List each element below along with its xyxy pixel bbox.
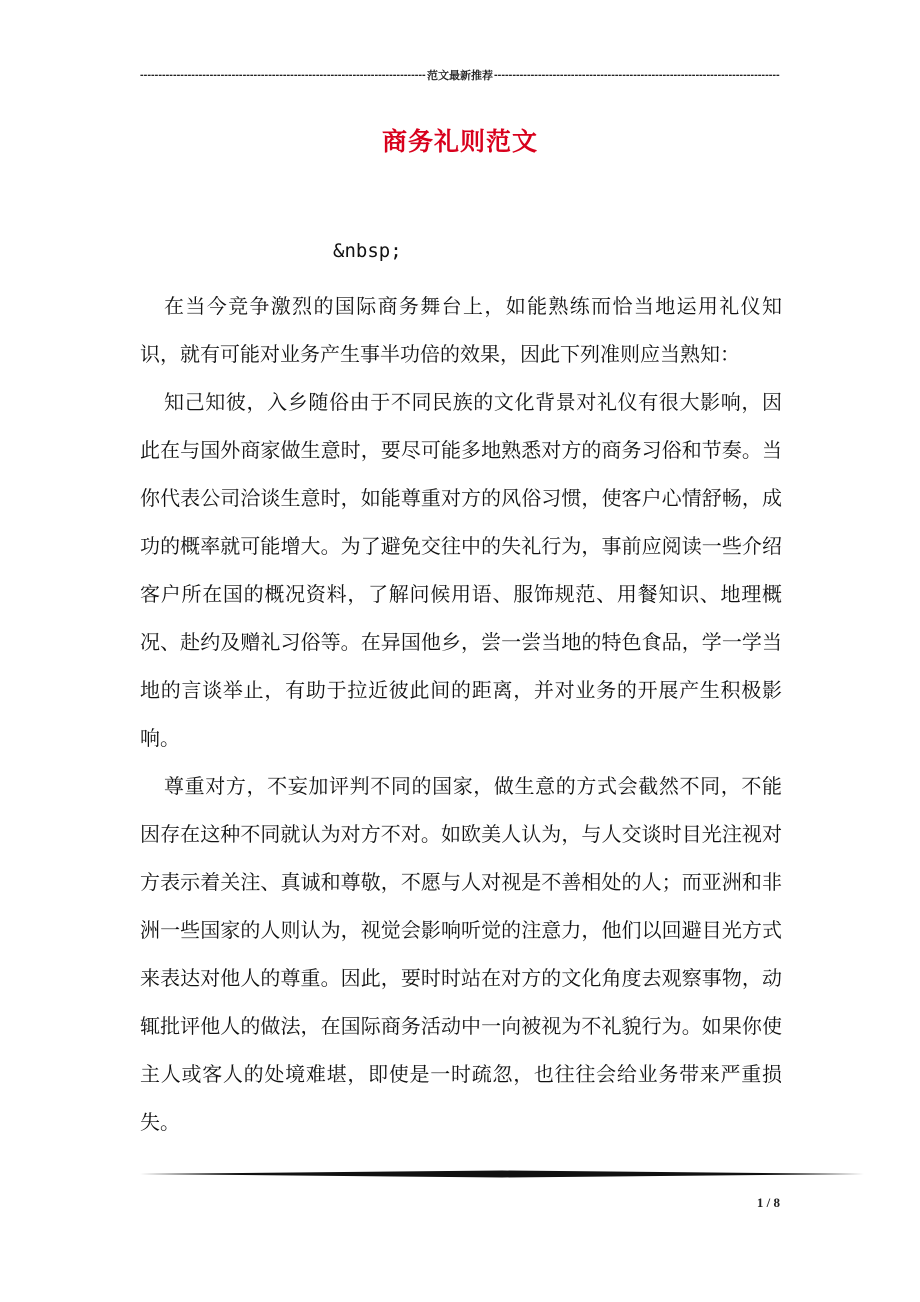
page-number: 1 / 8 xyxy=(756,1195,780,1210)
footer-rule xyxy=(140,1170,864,1178)
document-title: 商务礼则范文 xyxy=(381,127,538,156)
header-label: 范文最新推荐 xyxy=(427,70,493,82)
document-body xyxy=(140,282,782,1146)
header-dash-right xyxy=(494,69,780,81)
paragraph: 知己知彼，入乡随俗由于不同民族的文化背景对礼仪有很大影响，因此在与国外商家做生意时，要尽可能多地熟悉对方的商务习俗和节奏。当你代表公司洽谈生意时，如能尊重对方的风俗习惯，使客户心情舒畅，成功的概率就可能增大。为了避免交往中的失礼行为，事前应阅读一些介绍客户所在国的概况资料，了解问候用语、服饰规范、用餐知识、地理概况、赴约及赠礼习俗等。在异国他乡，尝一尝当地的特色食品，学一学当地的言谈举止，有助于拉近彼此间的距离，并对业务的开展产生积极影响。 xyxy=(140,390,782,750)
header-dash-left xyxy=(140,69,426,81)
header-line xyxy=(140,67,780,83)
paragraph: 在当今竞争激烈的国际商务舞台上，如能熟练而恰当地运用礼仪知识，就有可能对业务产生事半功倍的效果，因此下列准则应当熟知： xyxy=(140,294,782,366)
paragraph: 尊重对方，不妄加评判不同的国家，做生意的方式会截然不同，不能因存在这种不同就认为对方不对。如欧美人认为，与人交谈时目光注视对方表示着关注、真诚和尊敬，不愿与人对视是不善相处的人；而亚洲和非洲一些国家的人则认为，视觉会影响听觉的注意力，他们以回避目光方式来表达对他人的尊重。因此，要时时站在对方的文化角度去观察事物，动辄批评他人的做法，在国际商务活动中一向被视为不礼貌行为。如果你使主人或客人的处境难堪，即使是一时疏忽，也往往会给业务带来严重损失。 xyxy=(140,774,782,1134)
placeholder-text: &nbsp; xyxy=(333,240,402,262)
